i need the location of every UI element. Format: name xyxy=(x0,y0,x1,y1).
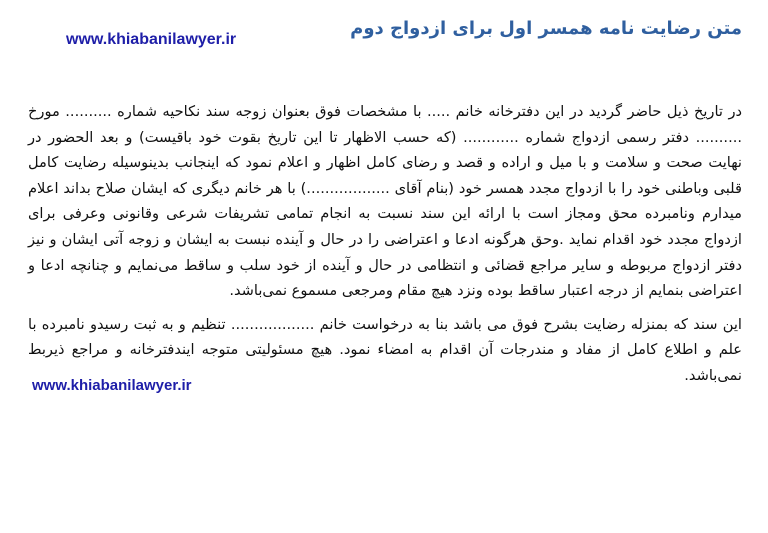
consent-paragraph: در تاریخ ذیل حاضر گردید در این دفترخانه خانم ..... با مشخصات فوق بعنوان زوجه سند نکاحیه شماره .......... مورخ .......... دفتر رسمی ازدواج شماره ............ (که حسب الاظهار تا این تاریخ بقوت خود باقیست) و بعد الحضور در نهایت صحت و سلامت و با میل و اراده و قصد و رضای کامل اظهار و اعلام نمود که اینجانب بدینوسیله رضایت کامل قلبی وباطنی خود را با ازدواج مجدد همسر خود (بنام آقای ..................) با هر خانم دیگری که ایشان صلاح بداند اعلام میدارم ونامبرده محق ومجاز است با ارائه این سند نسبت به انجام تمامی تشریفات شرعی وقانونی وعرفی برای ازدواج مجدد خود اقدام نماید .وحق هرگونه ادعا و اعتراضی را در حال و آینده نبست به ایشان و زوجه آتی ایشان و نیز دفتر ازدواج مربوطه و سایر مراجع قضائی و انتظامی در حال و آینده از خود سلب و ساقط می‌نمایم و چنانچه ادعا و اعتراضی بنمایم از درجه اعتبار ساقط بوده ونزد هیچ مقام ومرجعی مسموع نمی‌باشد. xyxy=(28,103,742,300)
website-watermark-top: www.khiabanilawyer.ir xyxy=(66,31,237,48)
document-title: متن رضایت نامه همسر اول برای ازدواج دوم xyxy=(350,18,742,39)
registration-paragraph: این سند که بمنزله رضایت بشرح فوق می باشد بنا به درخواست خانم .................. تنظیم و به ثبت رسیدو نامبرده با علم و اطلاع کامل از مفاد و مندرجات آن اقدام به امضاء نمود. هیچ مسئولیتی متوجه ایندفترخانه و مراجع ذیربط نمی‌باشد. xyxy=(28,315,742,384)
website-watermark-middle: www.khiabanilawyer.ir xyxy=(32,377,192,394)
document-header xyxy=(0,0,768,60)
document-body xyxy=(28,99,742,389)
